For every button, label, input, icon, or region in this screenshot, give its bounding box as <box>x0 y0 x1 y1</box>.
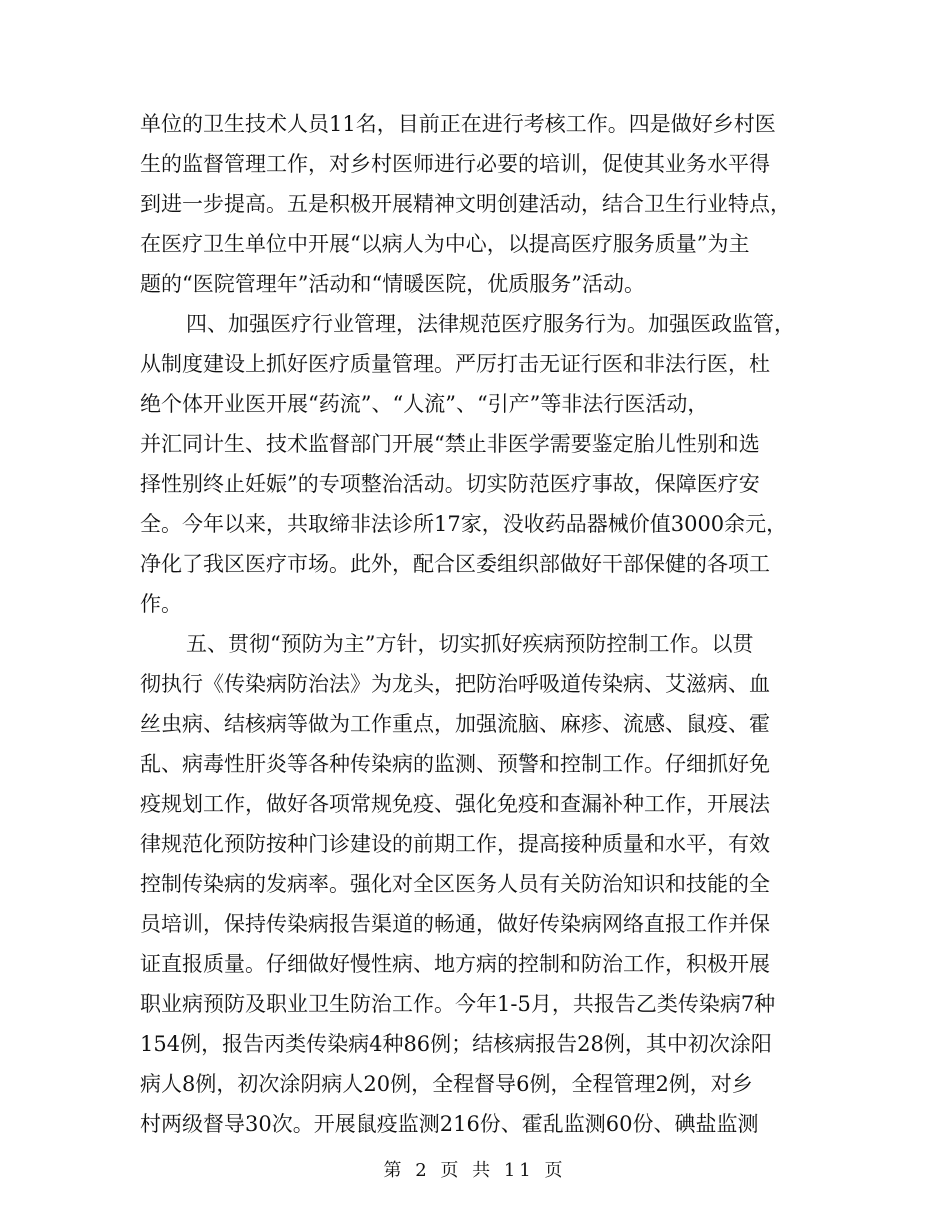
text-line: 控制传染病的发病率。强化对全区医务人员有关防治知识和技能的全 <box>140 872 770 896</box>
paragraph-3 <box>140 624 812 1144</box>
text-line: 全。今年以来，共取缔非法诊所17家，没收药品器械价值3000余元， <box>140 512 788 536</box>
paragraph-1 <box>140 104 812 304</box>
text-line: 154例，报告丙类传染病4种86例；结核病报告28例，其中初次涂阳 <box>140 1032 772 1056</box>
text-line: 净化了我区医疗市场。此外，配合区委组织部做好干部保健的各项工 <box>140 552 770 576</box>
text-line: 丝虫病、结核病等做为工作重点，加强流脑、麻疹、流感、鼠疫、霍 <box>140 712 770 736</box>
paragraph-2 <box>140 304 812 624</box>
text-line: 在医疗卫生单位中开展“以病人为中心，以提高医疗服务质量”为主 <box>140 232 750 256</box>
text-line: 村两级督导30次。开展鼠疫监测216份、霍乱监测60份、碘盐监测 <box>140 1112 759 1136</box>
text-line: 生的监督管理工作，对乡村医师进行必要的培训，促使其业务水平得 <box>140 152 770 176</box>
text-line: 五、贯彻“预防为主”方针，切实抓好疾病预防控制工作。以贯 <box>186 632 754 656</box>
text-line: 到进一步提高。五是积极开展精神文明创建活动，结合卫生行业特点， <box>140 192 791 216</box>
text-line: 作。 <box>140 592 182 616</box>
text-line: 彻执行《传染病防治法》为龙头，把防治呼吸道传染病、艾滋病、血 <box>140 672 770 696</box>
text-line: 题的“医院管理年”活动和“情暖医院，优质服务”活动。 <box>140 272 645 296</box>
text-line: 证直报质量。仔细做好慢性病、地方病的控制和防治工作，积极开展 <box>140 952 770 976</box>
text-line: 律规范化预防按种门诊建设的前期工作，提高接种质量和水平，有效 <box>140 832 770 856</box>
text-line: 职业病预防及职业卫生防治工作。今年1-5月，共报告乙类传染病7种 <box>140 992 776 1016</box>
text-line: 单位的卫生技术人员11名，目前正在进行考核工作。四是做好乡村医 <box>140 112 776 136</box>
text-line: 绝个体开业医开展“药流”、“人流”、“引产”等非法行医活动， <box>140 392 709 416</box>
text-line: 疫规划工作，做好各项常规免疫、强化免疫和查漏补种工作，开展法 <box>140 792 770 816</box>
text-line: 四、加强医疗行业管理，法律规范医疗服务行为。加强医政监管， <box>186 312 795 336</box>
page-footer: 第 2 页 共 11 页 <box>383 1160 567 1181</box>
text-line: 并汇同计生、技术监督部门开展“禁止非医学需要鉴定胎儿性别和选 <box>140 432 760 456</box>
text-line: 从制度建设上抓好医疗质量管理。严厉打击无证行医和非法行医，杜 <box>140 352 770 376</box>
text-line: 乱、病毒性肝炎等各种传染病的监测、预警和控制工作。仔细抓好免 <box>140 752 770 776</box>
text-line: 择性别终止妊娠”的专项整治活动。切实防范医疗事故，保障医疗安 <box>140 472 760 496</box>
text-line: 员培训，保持传染病报告渠道的畅通，做好传染病网络直报工作并保 <box>140 912 770 936</box>
document-body <box>140 104 812 1144</box>
text-line: 病人8例，初次涂阴病人20例，全程督导6例，全程管理2例，对乡 <box>140 1072 753 1096</box>
